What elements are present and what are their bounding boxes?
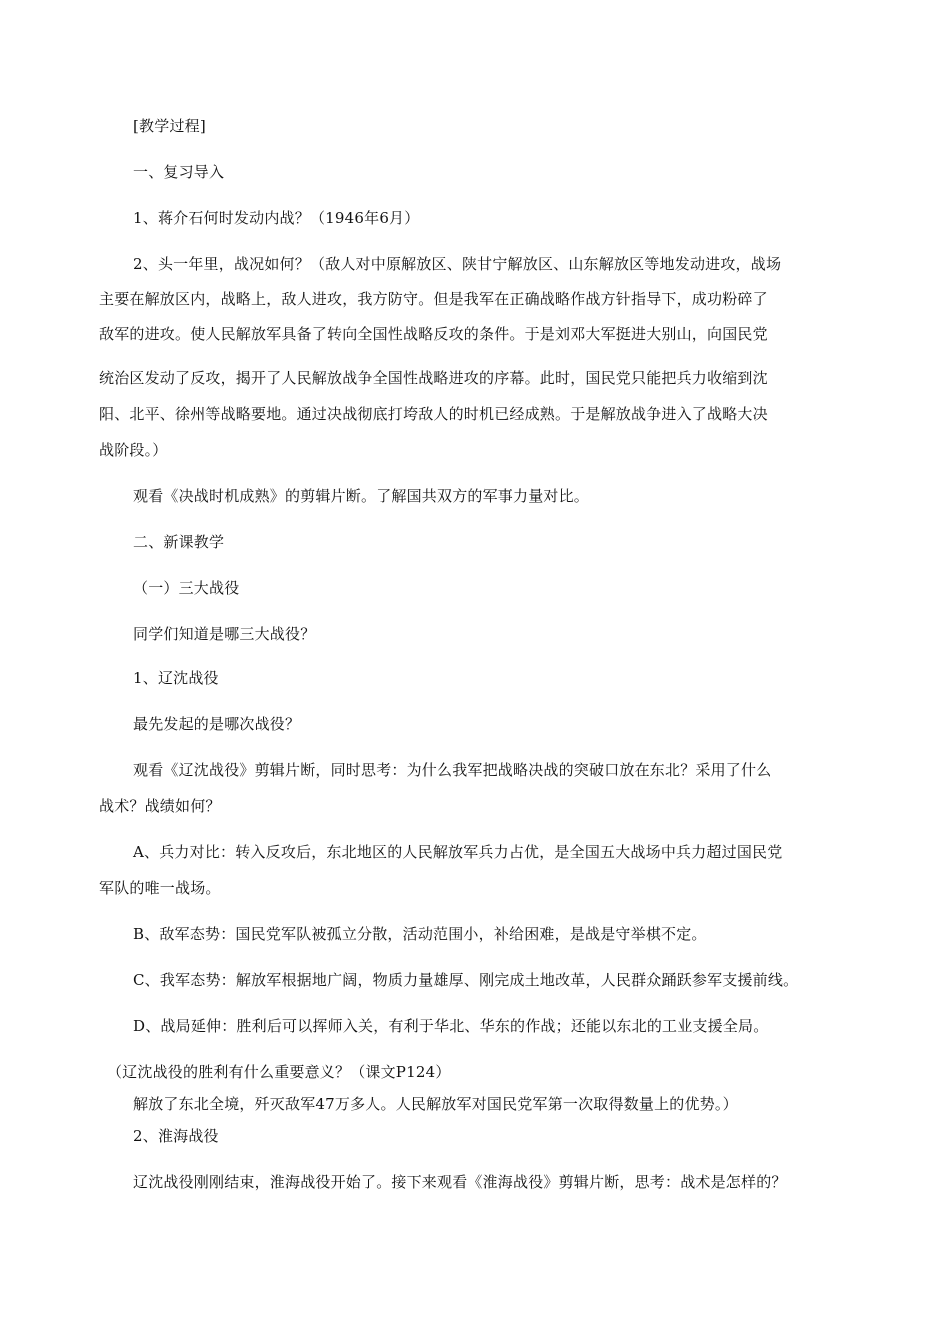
watch-clip-1: 观看《决战时机成熟》的剪辑片断。了解国共双方的军事力量对比。 [133,487,590,505]
significance-question: （辽沈战役的胜利有什么重要意义？（课文P124） [107,1063,451,1081]
point-d: D、战局延伸：胜利后可以挥师入关，有利于华北、华东的作战；还能以东北的工业支援全局。 [133,1017,769,1035]
question-2-line-4: 统治区发动了反攻，揭开了人民解放战争全国性战略进攻的序幕。此时，国民党只能把兵力收缩到沈 [99,369,768,387]
question-1: 1、蒋介石何时发动内战？（1946年6月） [133,209,420,227]
ask-three-campaigns: 同学们知道是哪三大战役？ [133,625,316,643]
point-a-line-1: A、兵力对比：转入反攻后，东北地区的人民解放军兵力占优，是全国五大战场中兵力超过国民党 [133,843,783,861]
question-2-line-5: 阳、北平、徐州等战略要地。通过决战彻底打垮敌人的时机已经成熟。于是解放战争进入了战略大决 [99,405,768,423]
significance-answer: 解放了东北全境，歼灭敌军47万多人。人民解放军对国民党军第一次取得数量上的优势。） [133,1095,738,1113]
watch-clip-2-line-1: 观看《辽沈战役》剪辑片断，同时思考：为什么我军把战略决战的突破口放在东北？采用了什么 [133,761,772,779]
section-heading: [教学过程] [133,117,206,135]
watch-clip-2-line-2: 战术？战绩如何？ [99,797,221,815]
question-2-line-6: 战阶段。） [99,441,168,459]
huaihai-text: 辽沈战役刚刚结束，淮海战役开始了。接下来观看《淮海战役》剪辑片断，思考：战术是怎样的？ [133,1173,787,1191]
review-title: 一、复习导入 [133,163,225,181]
question-2-line-1: 2、头一年里，战况如何？（敌人对中原解放区、陕甘宁解放区、山东解放区等地发动进攻，战场 [133,255,782,273]
first-campaign-question: 最先发起的是哪次战役？ [133,715,301,733]
question-2-line-2: 主要在解放区内，战略上，敌人进攻，我方防守。但是我军在正确战略作战方针指导下，成功粉碎了 [99,290,768,308]
point-a-line-2: 军队的唯一战场。 [99,879,221,897]
point-b: B、敌军态势：国民党军队被孤立分散，活动范围小，补给困难，是战是守举棋不定。 [133,925,707,943]
question-2-line-3: 敌军的进攻。使人民解放军具备了转向全国性战略反攻的条件。于是刘邓大军挺进大别山，向国民党 [99,325,768,343]
liaoshen-title: 1、辽沈战役 [133,669,219,687]
subsection-three-campaigns: （一）三大战役 [133,579,240,597]
new-lesson-title: 二、新课教学 [133,533,225,551]
huaihai-title: 2、淮海战役 [133,1127,219,1145]
point-c: C、我军态势：解放军根据地广阔，物质力量雄厚、刚完成土地改革，人民群众踊跃参军支援前线。 [133,971,799,989]
